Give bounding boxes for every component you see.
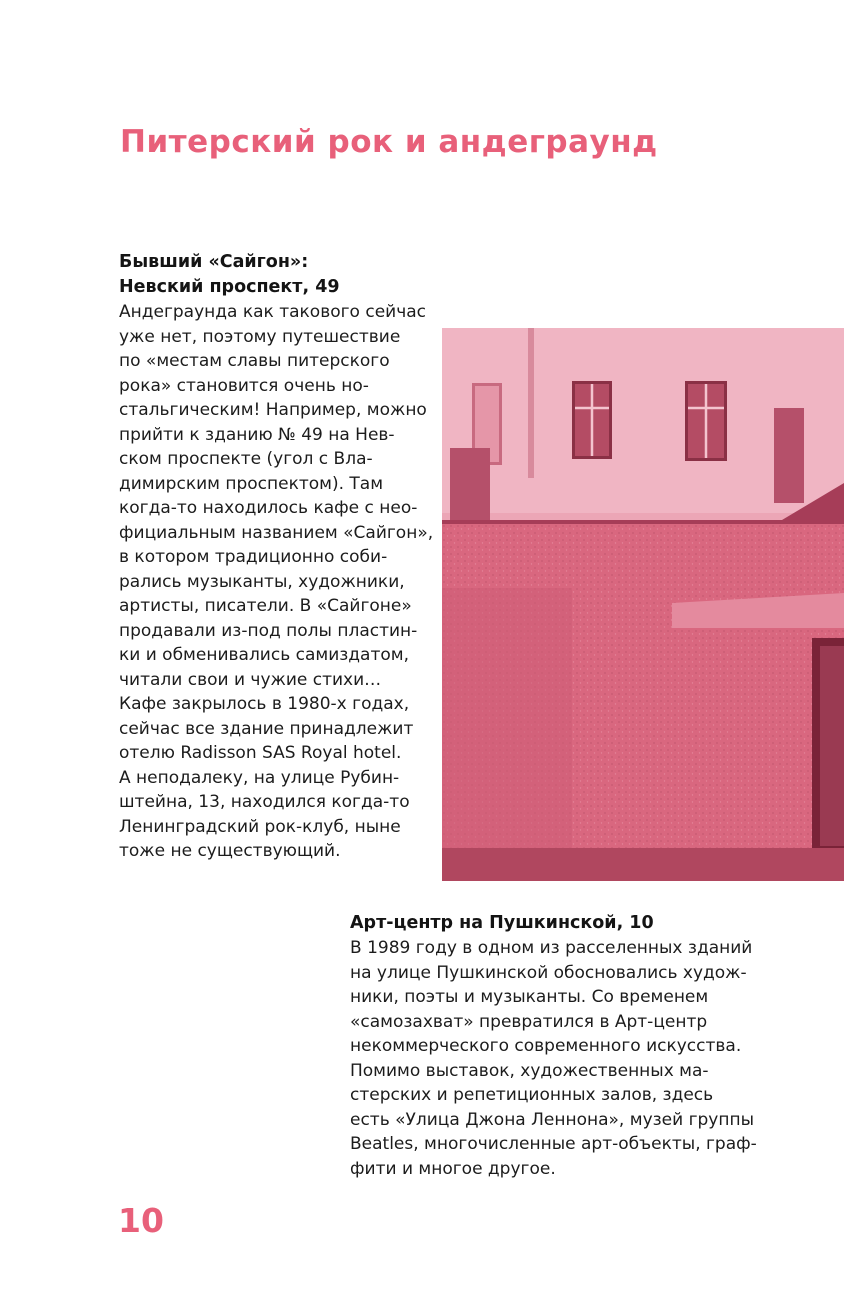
text-line: ки и обменивались самиздатом, bbox=[119, 645, 410, 665]
text-line: В 1989 году в одном из расселенных зданий bbox=[350, 938, 753, 958]
page-title: Питерский рок и андеграунд bbox=[120, 124, 658, 160]
section-art-center bbox=[350, 911, 820, 1181]
text-line: читали свои и чужие стихи… bbox=[119, 669, 382, 690]
text-line: по «местам славы питерского bbox=[119, 351, 390, 371]
text-line: Beatles, многочисленные арт-объекты, граф- bbox=[350, 1134, 757, 1154]
text-line: Ленинградский рок-клуб, ныне bbox=[119, 816, 401, 837]
text-line: есть «Улица Джона Леннона», музей группы bbox=[350, 1109, 755, 1130]
section-saigon bbox=[119, 250, 439, 864]
text-line: димирским проспектом). Там bbox=[119, 473, 384, 494]
text-line: фити и многое другое. bbox=[350, 1158, 556, 1179]
section-heading-line: Невский проспект, 49 bbox=[119, 277, 340, 297]
text-line: стерских и репетиционных залов, здесь bbox=[350, 1085, 714, 1105]
section-heading: Арт-центр на Пушкинской, 10 bbox=[350, 913, 654, 933]
peeling-plaster bbox=[442, 588, 572, 868]
text-line: в котором традиционно соби- bbox=[119, 547, 388, 567]
building-photo bbox=[442, 328, 844, 881]
text-line: уже нет, поэтому путешествие bbox=[119, 326, 401, 347]
text-line: фициальным названием «Сайгон», bbox=[119, 522, 434, 543]
text-line: некоммерческого современного искусства. bbox=[350, 1036, 742, 1056]
text-line: стальгическим! Например, можно bbox=[119, 400, 427, 420]
text-line: Кафе закрылось в 1980-х годах, bbox=[119, 694, 410, 714]
text-line: А неподалеку, на улице Рубин- bbox=[119, 767, 400, 788]
text-line: тоже не существующий. bbox=[119, 841, 341, 861]
text-line: артисты, писатели. В «Сайгоне» bbox=[119, 596, 412, 616]
drainpipe bbox=[528, 328, 534, 478]
door bbox=[820, 646, 844, 846]
section-body bbox=[119, 300, 439, 864]
text-line: «самозахват» превратился в Арт-центр bbox=[350, 1011, 708, 1032]
section-body bbox=[350, 936, 820, 1181]
text-line: ском проспекте (угол с Вла- bbox=[119, 449, 373, 469]
text-line: рались музыканты, художники, bbox=[119, 571, 405, 592]
text-line: Андеграунда как такового сейчас bbox=[119, 302, 427, 322]
text-line: ники, поэты и музыканты. Со временем bbox=[350, 987, 709, 1007]
text-line: на улице Пушкинской обосновались худож- bbox=[350, 962, 747, 983]
brick-chimney bbox=[450, 448, 490, 523]
text-line: рока» становится очень но- bbox=[119, 375, 369, 396]
page-number: 10 bbox=[118, 1201, 164, 1240]
text-line: продавали из-под полы пластин- bbox=[119, 620, 418, 641]
window bbox=[572, 381, 612, 459]
window bbox=[685, 381, 727, 461]
text-line: Помимо выставок, художественных ма- bbox=[350, 1060, 709, 1081]
section-heading-line: Бывший «Сайгон»: bbox=[119, 252, 309, 272]
text-line: сейчас все здание принадлежит bbox=[119, 718, 414, 739]
text-line: прийти к зданию № 49 на Нев- bbox=[119, 424, 395, 445]
text-line: когда-то находилось кафе с нео- bbox=[119, 498, 418, 518]
text-line: штейна, 13, находился когда-то bbox=[119, 792, 410, 812]
brick-chimney bbox=[774, 408, 804, 503]
courtyard-ground bbox=[442, 848, 844, 881]
text-line: отелю Radisson SAS Royal hotel. bbox=[119, 743, 402, 763]
